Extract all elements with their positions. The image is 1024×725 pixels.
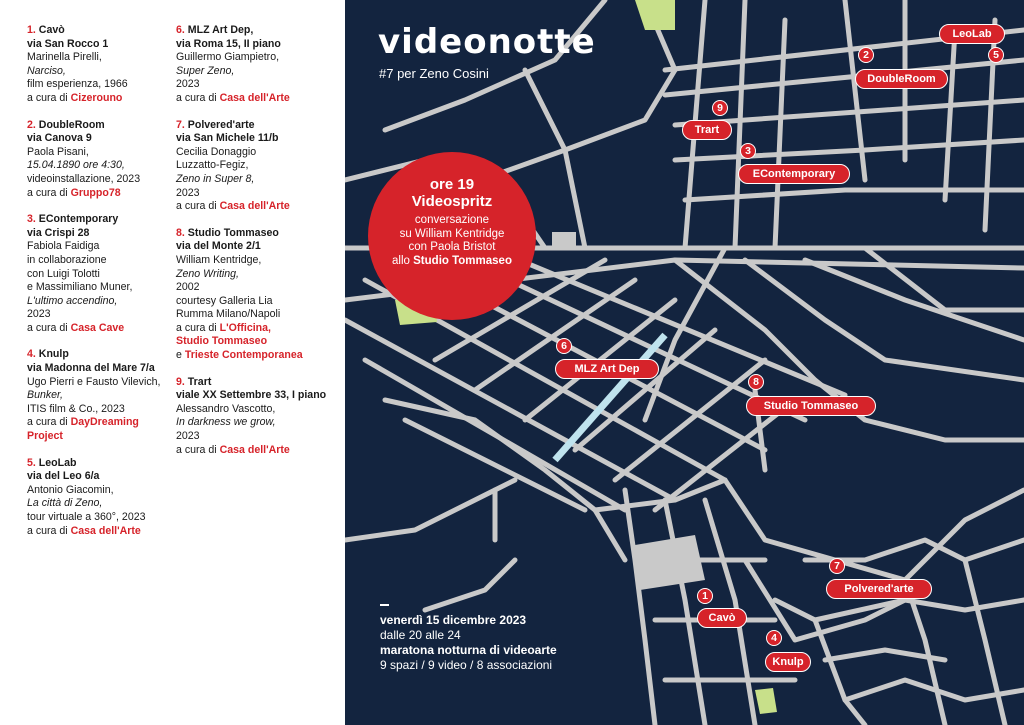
organizer-link[interactable]: Casa dell'Arte [219, 443, 290, 456]
artwork-detail: Super Zeno, [176, 64, 235, 77]
street [805, 540, 1024, 560]
event-hours: dalle 20 alle 24 [380, 628, 461, 642]
street [495, 250, 845, 395]
event-tagline: maratona notturna di videoarte [380, 643, 557, 657]
street [945, 30, 955, 200]
listing-column-1 [27, 24, 175, 551]
organizer-link[interactable]: Trieste Contemporanea [184, 349, 303, 362]
marker-label: LeoLab [939, 24, 1005, 44]
artwork-detail: Fabiola Faidiga [27, 240, 100, 253]
curated-by-label: a cura di [27, 321, 68, 334]
venue-address: via San Michele 11/b [176, 132, 279, 145]
artwork-detail: courtesy Galleria Lia [176, 294, 273, 307]
venue-name: Knulp [38, 348, 69, 361]
conjunction: e [176, 349, 182, 362]
street [525, 70, 675, 150]
venue-number: 4. [27, 348, 36, 361]
artwork-detail: 2023 [176, 430, 200, 443]
street [725, 480, 1024, 580]
venue-address: via Canova 9 [27, 132, 92, 145]
venue-address: via del Monte 2/1 [176, 240, 261, 253]
curated-by-label: a cura di [176, 321, 217, 334]
spritz-line: su William Kentridge [399, 227, 505, 240]
spritz-line: allo [392, 254, 410, 267]
artwork-detail: L'ultimo accendino, [27, 294, 118, 307]
venue-number: 2. [27, 118, 36, 131]
park [755, 688, 777, 714]
street [675, 140, 1024, 160]
artwork-detail: Cecilia Donaggio [176, 145, 257, 158]
venue-entry [176, 227, 341, 363]
organizer-link[interactable]: Casa dell'Arte [219, 91, 290, 104]
venue-entry [27, 457, 175, 539]
artwork-detail: 2023 [27, 308, 51, 321]
spritz-line: con Paola Bristot [408, 241, 496, 253]
street [575, 330, 715, 450]
building-block [552, 232, 576, 246]
curated-by-label: a cura di [176, 200, 217, 213]
venue-number: 7. [176, 118, 185, 131]
artwork-detail: Alessandro Vascotto, [176, 402, 276, 415]
artwork-detail: Paola Pisani, [27, 145, 89, 158]
venue-name: Studio Tommaseo [187, 226, 279, 239]
event-info [380, 604, 557, 673]
curated-by-label: a cura di [176, 443, 217, 456]
curated-by-label: a cura di [27, 416, 68, 429]
curated-by-label: a cura di [27, 91, 68, 104]
pier [345, 480, 515, 540]
artwork-detail: film esperienza, 1966 [27, 78, 128, 91]
artwork-detail: Narciso, [27, 64, 66, 77]
organizer-link[interactable]: Casa dell'Arte [219, 200, 290, 213]
venue-name: Polvered'arte [187, 118, 255, 131]
marker-number: 8 [748, 374, 764, 390]
spritz-line: conversazione [414, 214, 490, 226]
marker-number: 2 [858, 47, 874, 63]
artwork-detail: videoinstallazione, 2023 [27, 172, 141, 185]
venue-name: Trart [187, 375, 212, 388]
venue-listing [0, 0, 345, 725]
artwork-detail: William Kentridge, [176, 253, 262, 266]
marker-label: MLZ Art Dep [555, 359, 659, 379]
venue-address: via Crispi 28 [27, 226, 90, 239]
street [735, 0, 745, 248]
videonotte-logo: videonotte [378, 22, 596, 62]
venue-address: via San Rocco 1 [27, 37, 109, 50]
marker-number: 6 [556, 338, 572, 354]
venue-address: via Roma 15, II piano [176, 37, 281, 50]
marker-label: Knulp [765, 652, 811, 672]
artwork-detail: tour virtuale a 360°, 2023 [27, 511, 146, 523]
street [775, 20, 785, 248]
venue-entry [176, 119, 341, 214]
divider [380, 604, 389, 606]
artwork-detail: Bunker, [27, 389, 63, 402]
venue-number: 9. [176, 375, 185, 388]
city-map [345, 0, 1024, 725]
marker-number: 4 [766, 630, 782, 646]
building-block [635, 535, 705, 590]
event-date: venerdì 15 dicembre 2023 [380, 613, 527, 627]
marker-number: 9 [712, 100, 728, 116]
venue-number: 3. [27, 213, 36, 226]
curated-by-label: a cura di [176, 91, 217, 104]
listing-column-2 [176, 24, 341, 470]
marker-number: 1 [697, 588, 713, 604]
artwork-detail: Rumma Milano/Napoli [176, 308, 281, 321]
marker-number: 7 [829, 558, 845, 574]
venue-entry [27, 213, 175, 335]
artwork-detail: Zeno in Super 8, [176, 172, 255, 185]
marker-label: Polvered'arte [826, 579, 932, 599]
venue-entry [176, 376, 341, 458]
venue-entry [176, 24, 341, 106]
artwork-detail: Guillermo Giampietro, [176, 51, 280, 64]
organizer-link[interactable]: L'Officina, [219, 321, 271, 334]
artwork-detail: 2023 [176, 186, 200, 199]
venue-name: LeoLab [38, 456, 77, 469]
artwork-detail: Antonio Giacomin, [27, 483, 114, 496]
venue-number: 1. [27, 24, 36, 36]
artwork-detail: In darkness we grow, [176, 416, 276, 429]
artwork-detail: con Luigi Tolotti [27, 267, 100, 280]
organizer-link[interactable]: Gruppo78 [70, 186, 121, 199]
venue-number: 5. [27, 456, 36, 469]
venue-name: EContemporary [38, 213, 119, 226]
organizer-link[interactable]: Casa Cave [70, 321, 125, 334]
artwork-detail: in collaborazione [27, 253, 107, 266]
marker-label: EContemporary [738, 164, 850, 184]
artwork-detail: La città di Zeno, [27, 497, 103, 510]
venue-address: via Madonna del Mare 7/a [27, 362, 155, 375]
artwork-detail: Zeno Writing, [176, 267, 239, 280]
marker-label: Cavò [697, 608, 747, 628]
organizer-link[interactable]: Casa dell'Arte [70, 524, 141, 537]
street [385, 0, 605, 130]
street [865, 248, 1024, 310]
artwork-detail: 15.04.1890 ore 4:30, [27, 159, 125, 172]
venue-address: viale XX Settembre 33, I piano [176, 389, 327, 402]
edition-subtitle: #7 per Zeno Cosini [379, 66, 489, 81]
organizer-link[interactable]: DayDreaming Project [27, 416, 139, 443]
organizer-link[interactable]: Studio Tommaseo [176, 335, 268, 348]
marker-label: DoubleRoom [855, 69, 948, 89]
artwork-detail: 2023 [176, 78, 200, 91]
street [745, 260, 1024, 380]
venue-name: Cavò [38, 24, 65, 36]
videospritz-circle [368, 152, 536, 320]
curated-by-label: a cura di [27, 524, 68, 537]
venue-entry [27, 119, 175, 201]
spritz-venue: Studio Tommaseo [413, 254, 512, 267]
spritz-title: Videospritz [411, 193, 493, 210]
venue-number: 8. [176, 226, 185, 239]
artwork-detail: e Massimiliano Muner, [27, 281, 133, 294]
spritz-time: ore 19 [429, 176, 475, 193]
venue-name: DoubleRoom [38, 118, 105, 131]
artwork-detail: Ugo Pierri e Fausto Vilevich, [27, 375, 161, 388]
venue-address: via del Leo 6/a [27, 470, 100, 483]
organizer-link[interactable]: Cizerouno [70, 91, 123, 104]
marker-label: Trart [682, 120, 732, 140]
curated-by-label: a cura di [27, 186, 68, 199]
street [625, 490, 655, 725]
pier [425, 560, 515, 610]
artwork-detail: Marinella Pirelli, [27, 51, 102, 64]
marker-label: Studio Tommaseo [746, 396, 876, 416]
park [635, 0, 675, 30]
marker-number: 5 [988, 47, 1004, 63]
venue-entry [27, 24, 175, 106]
venue-entry [27, 348, 175, 443]
venue-name: MLZ Art Dep, [187, 24, 254, 36]
event-counts: 9 spazi / 9 video / 8 associazioni [380, 658, 553, 672]
artwork-detail: 2002 [176, 281, 200, 294]
artwork-detail: Luzzatto-Fegiz, [176, 159, 249, 172]
marker-number: 3 [740, 143, 756, 159]
venue-number: 6. [176, 24, 185, 36]
artwork-detail: ITIS film & Co., 2023 [27, 402, 125, 415]
